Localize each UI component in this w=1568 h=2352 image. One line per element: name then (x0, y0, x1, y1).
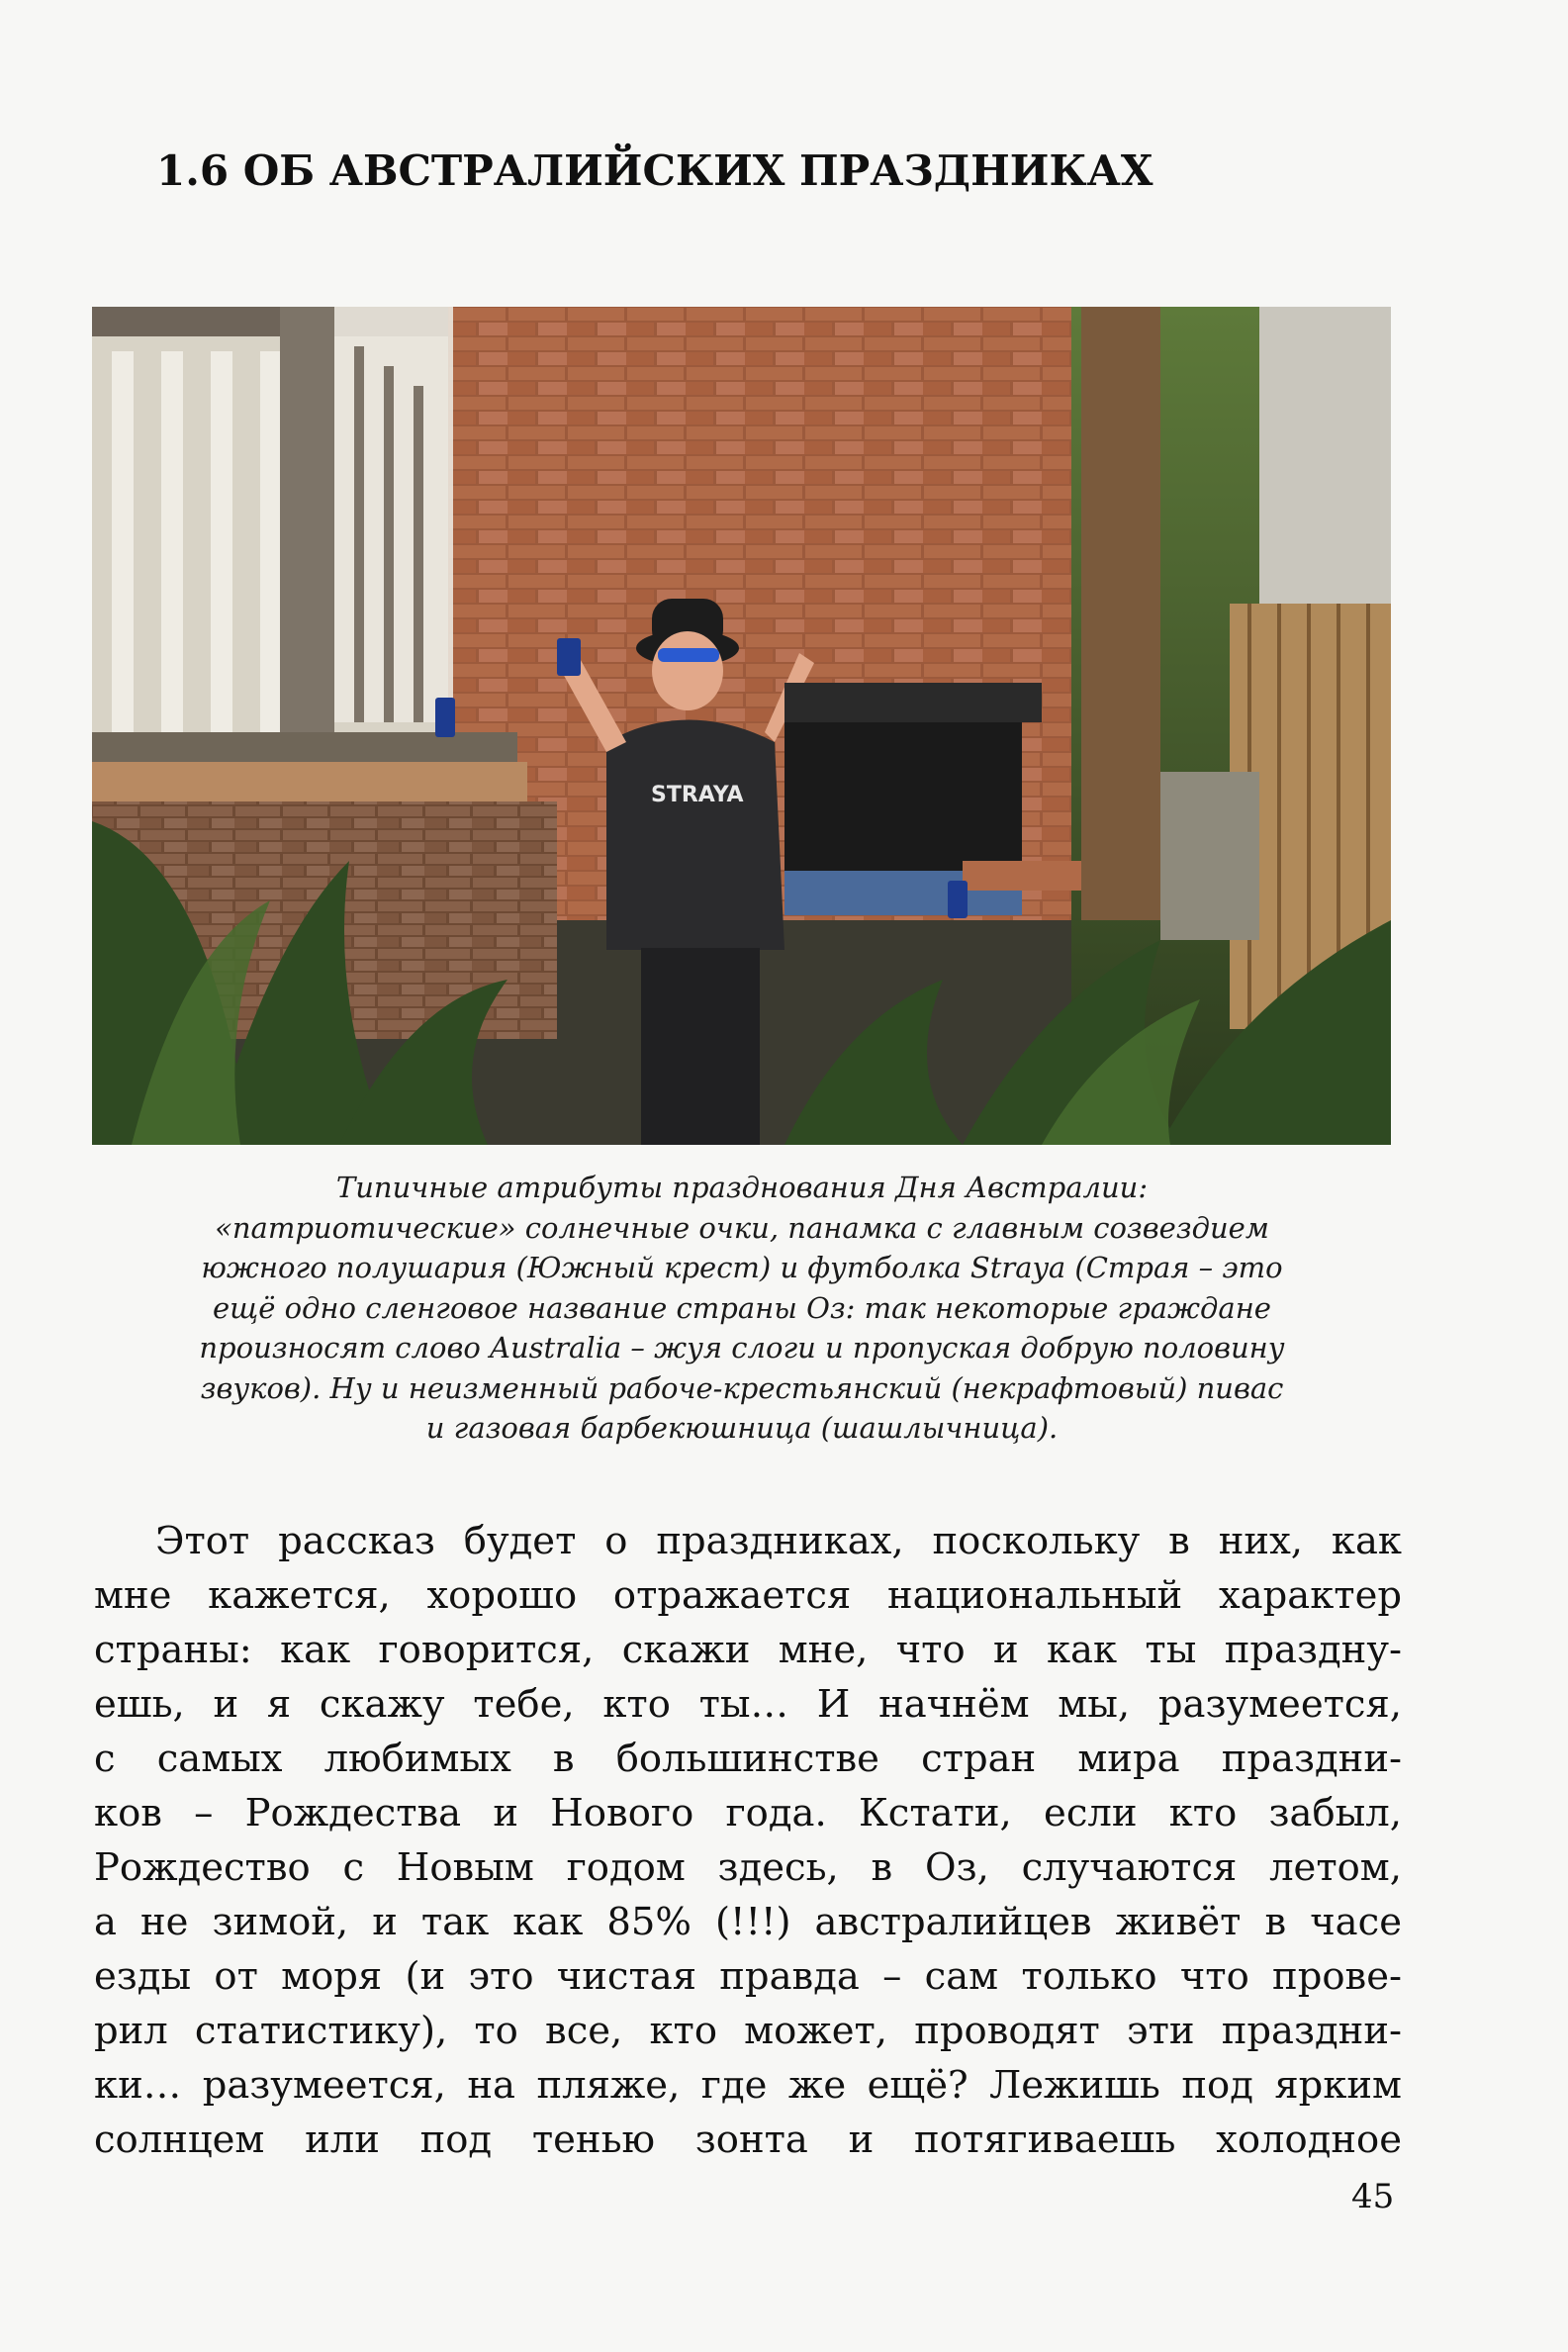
body-line: мне кажется, хорошо отражается национальный характер (94, 1573, 1402, 1618)
caption-line: ещё одно сленговое название страны Оз: так некоторые граждане (213, 1290, 1271, 1325)
caption-line: произносят слово Australia – жуя слоги и пропуская добрую половину (199, 1331, 1285, 1364)
body-line: с самых любимых в большинстве стран мира праздни- (94, 1737, 1402, 1781)
body-line: солнцем или под тенью зонта и потягиваешь холодное (94, 2117, 1402, 2162)
photo-illustration (92, 307, 1391, 1145)
body-line: Рождество с Новым годом здесь, в Оз, случаются летом, (94, 1845, 1402, 1890)
body-line: рил статистику), то все, кто может, проводят эти праздни- (94, 2009, 1402, 2053)
caption-line: и газовая барбекюшница (шашлычница). (425, 1411, 1059, 1445)
section-heading: 1.6 ОБ АВСТРАЛИЙСКИХ ПРАЗДНИКАХ (156, 146, 1153, 195)
caption-line: Типичные атрибуты празднования Дня Австралии: (335, 1171, 1149, 1204)
body-line: езды от моря (и это чистая правда – сам только что прове- (94, 1954, 1402, 1999)
caption-line: звуков). Ну и неизменный рабоче-крестьянский (некрафтовый) пивас (200, 1370, 1284, 1405)
australia-day-photo (92, 307, 1391, 1145)
shirt-print: STRAYA (651, 783, 744, 807)
body-line: Этот рассказ будет о праздниках, поскольку в них, как (155, 1519, 1402, 1563)
body-paragraph (94, 1514, 1402, 2167)
page-number: 45 (1351, 2177, 1395, 2216)
body-line: ков – Рождества и Нового года. Кстати, если кто забыл, (94, 1791, 1402, 1835)
caption-line: южного полушария (Южный крест) и футболка Straya (Страя – это (201, 1251, 1283, 1284)
body-line: ешь, и я скажу тебе, кто ты… И начнём мы, разумеется, (94, 1682, 1402, 1727)
body-line: ки… разумеется, на пляже, где же ещё? Лежишь под ярким (94, 2063, 1402, 2108)
photo-caption (99, 1168, 1385, 1449)
caption-line: «патриотические» солнечные очки, панамка с главным созвездием (215, 1210, 1269, 1245)
body-line: а не зимой, и так как 85% (!!!) австралийцев живёт в часе (94, 1900, 1402, 1944)
body-line: страны: как говорится, скажи мне, что и как ты праздну- (94, 1628, 1402, 1672)
